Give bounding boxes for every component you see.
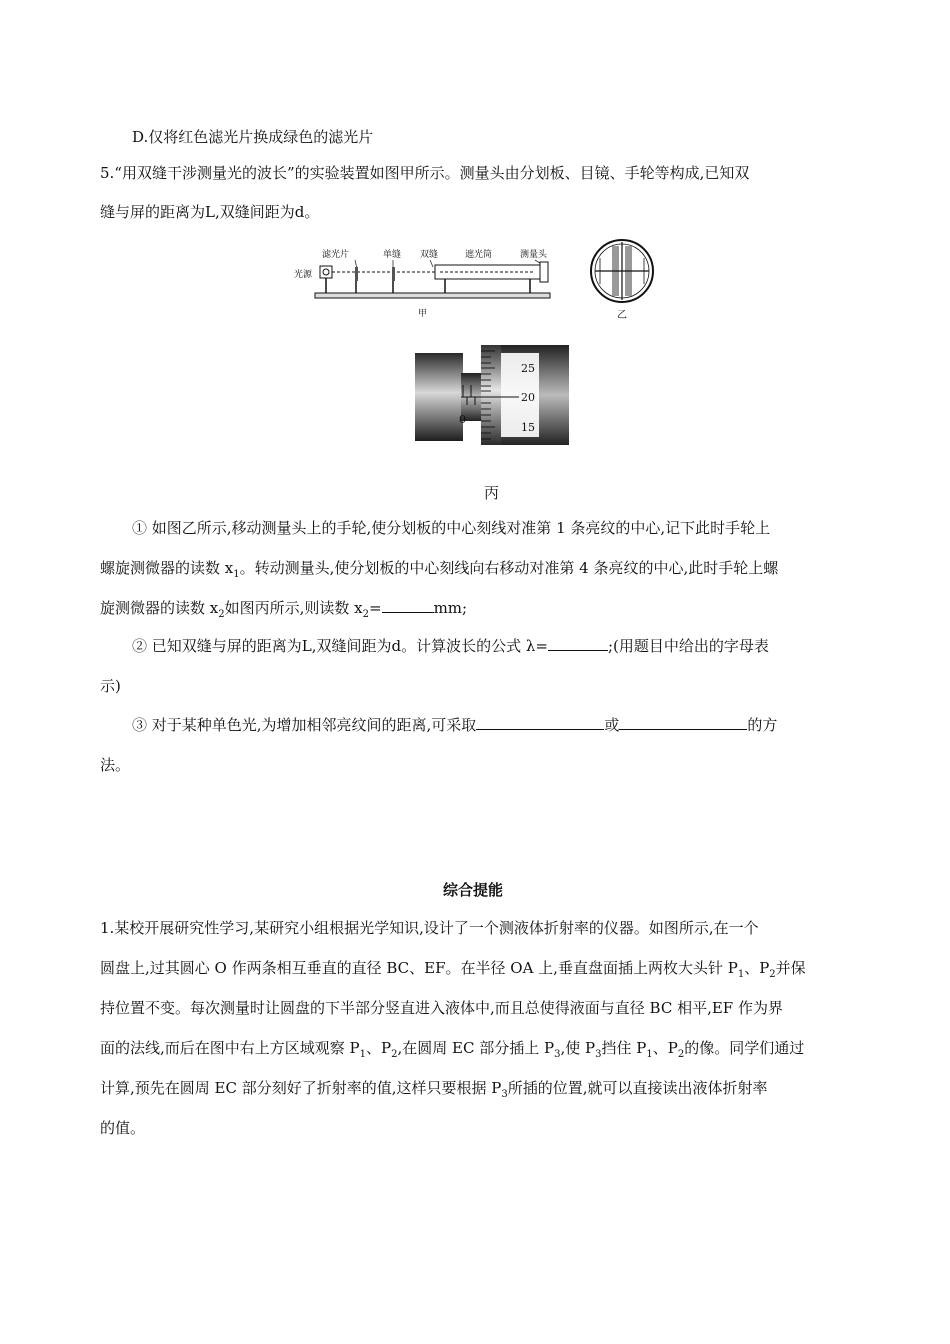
- answer-blank-method2[interactable]: [619, 715, 747, 730]
- caption-jia: 甲: [418, 309, 428, 319]
- answer-blank-wavelength[interactable]: [548, 636, 608, 651]
- part3-line1: ③ 对于某种单色光,为增加相邻亮纹间的距离,可采取 或 的方: [132, 716, 778, 734]
- thimble-tick-15: 15: [521, 421, 535, 434]
- caption-yi: 乙: [617, 310, 627, 321]
- section-title: 综合提能: [443, 881, 504, 899]
- label-light-source: 光源: [294, 270, 313, 280]
- micrometer-thimble: [481, 345, 501, 445]
- s1-line3: 持位置不变。每次测量时让圆盘的下半部分竖直进入液体中,而且总使得液面与直径 BC 相平,EF 作为界: [100, 999, 783, 1017]
- main-scale-zero: 0: [459, 413, 466, 426]
- base-rail: [315, 293, 550, 298]
- s1-line4: 面的法线,而后在图中右上方区域观察 $P_1$、$P_2$,在圆周 EC 部分插上 $P_3$,使 $P_3$挡住 $P_1$、$P_2$的像。同学们通过: [100, 1039, 805, 1060]
- light-source-box: [320, 266, 332, 278]
- part3-line2: 法。: [100, 756, 131, 774]
- s1-line2: 圆盘上,过其圆心 O 作两条相互垂直的直径 BC、EF。在半径 OA 上,垂直盘面插上两枚大头针 $P_1$、$P_2$并保: [100, 959, 806, 980]
- s1-line6: 的值。: [100, 1119, 146, 1137]
- answer-blank-method1[interactable]: [476, 715, 604, 730]
- measure-head: [540, 262, 548, 282]
- part1-line1: ① 如图乙所示,移动测量头上的手轮,使分划板的中心刻线对准第 1 条亮纹的中心,记下此时手轮上: [132, 519, 771, 537]
- figure-eyepiece-view: [588, 238, 663, 323]
- s1-line1: 1.某校开展研究性学习,某研究小组根据光学知识,设计了一个测液体折射率的仪器。如图所示,在一个: [100, 919, 759, 937]
- label-measure-head: 测量头: [520, 250, 548, 260]
- thimble-tick-25: 25: [521, 362, 535, 375]
- thimble-tick-20: 20: [521, 391, 535, 404]
- figure-apparatus: [290, 243, 560, 323]
- label-single-slit: 单缝: [383, 250, 402, 260]
- figure-micrometer: [415, 345, 575, 445]
- label-double-slit: 双缝: [420, 250, 439, 260]
- q5-stem-line2: 缝与屏的距离为L,双缝间距为d。: [100, 203, 320, 221]
- part2-line1: ② 已知双缝与屏的距离为L,双缝间距为d。计算波长的公式 λ= ;(用题目中给出的字母表: [132, 637, 769, 655]
- part2-line2: 示): [100, 677, 121, 695]
- caption-bing: 丙: [484, 484, 500, 502]
- option-d: D.仅将红色滤光片换成绿色的滤光片: [132, 128, 374, 146]
- q5-stem-line1: 5.“用双缝干涉测量光的波长”的实验装置如图甲所示。测量头由分划板、目镜、手轮等构成,已知双: [100, 164, 750, 182]
- label-tube: 遮光筒: [465, 250, 493, 260]
- s1-line5: 计算,预先在圆周 EC 部分刻好了折射率的值,这样只要根据 $P_3$所插的位置,就可以直接读出液体折射率: [100, 1079, 768, 1100]
- answer-blank-x2[interactable]: [382, 598, 434, 613]
- label-filter: 滤光片: [322, 250, 350, 260]
- micrometer-barrel: [415, 353, 463, 441]
- part1-line3: 旋测微器的读数 $x_2$如图丙所示,则读数 $x_2=$ mm;: [100, 599, 468, 620]
- part1-line2: 螺旋测微器的读数 $x_1$。转动测量头,使分划板的中心刻线向右移动对准第 4 条亮纹的中心,此时手轮上螺: [100, 559, 779, 580]
